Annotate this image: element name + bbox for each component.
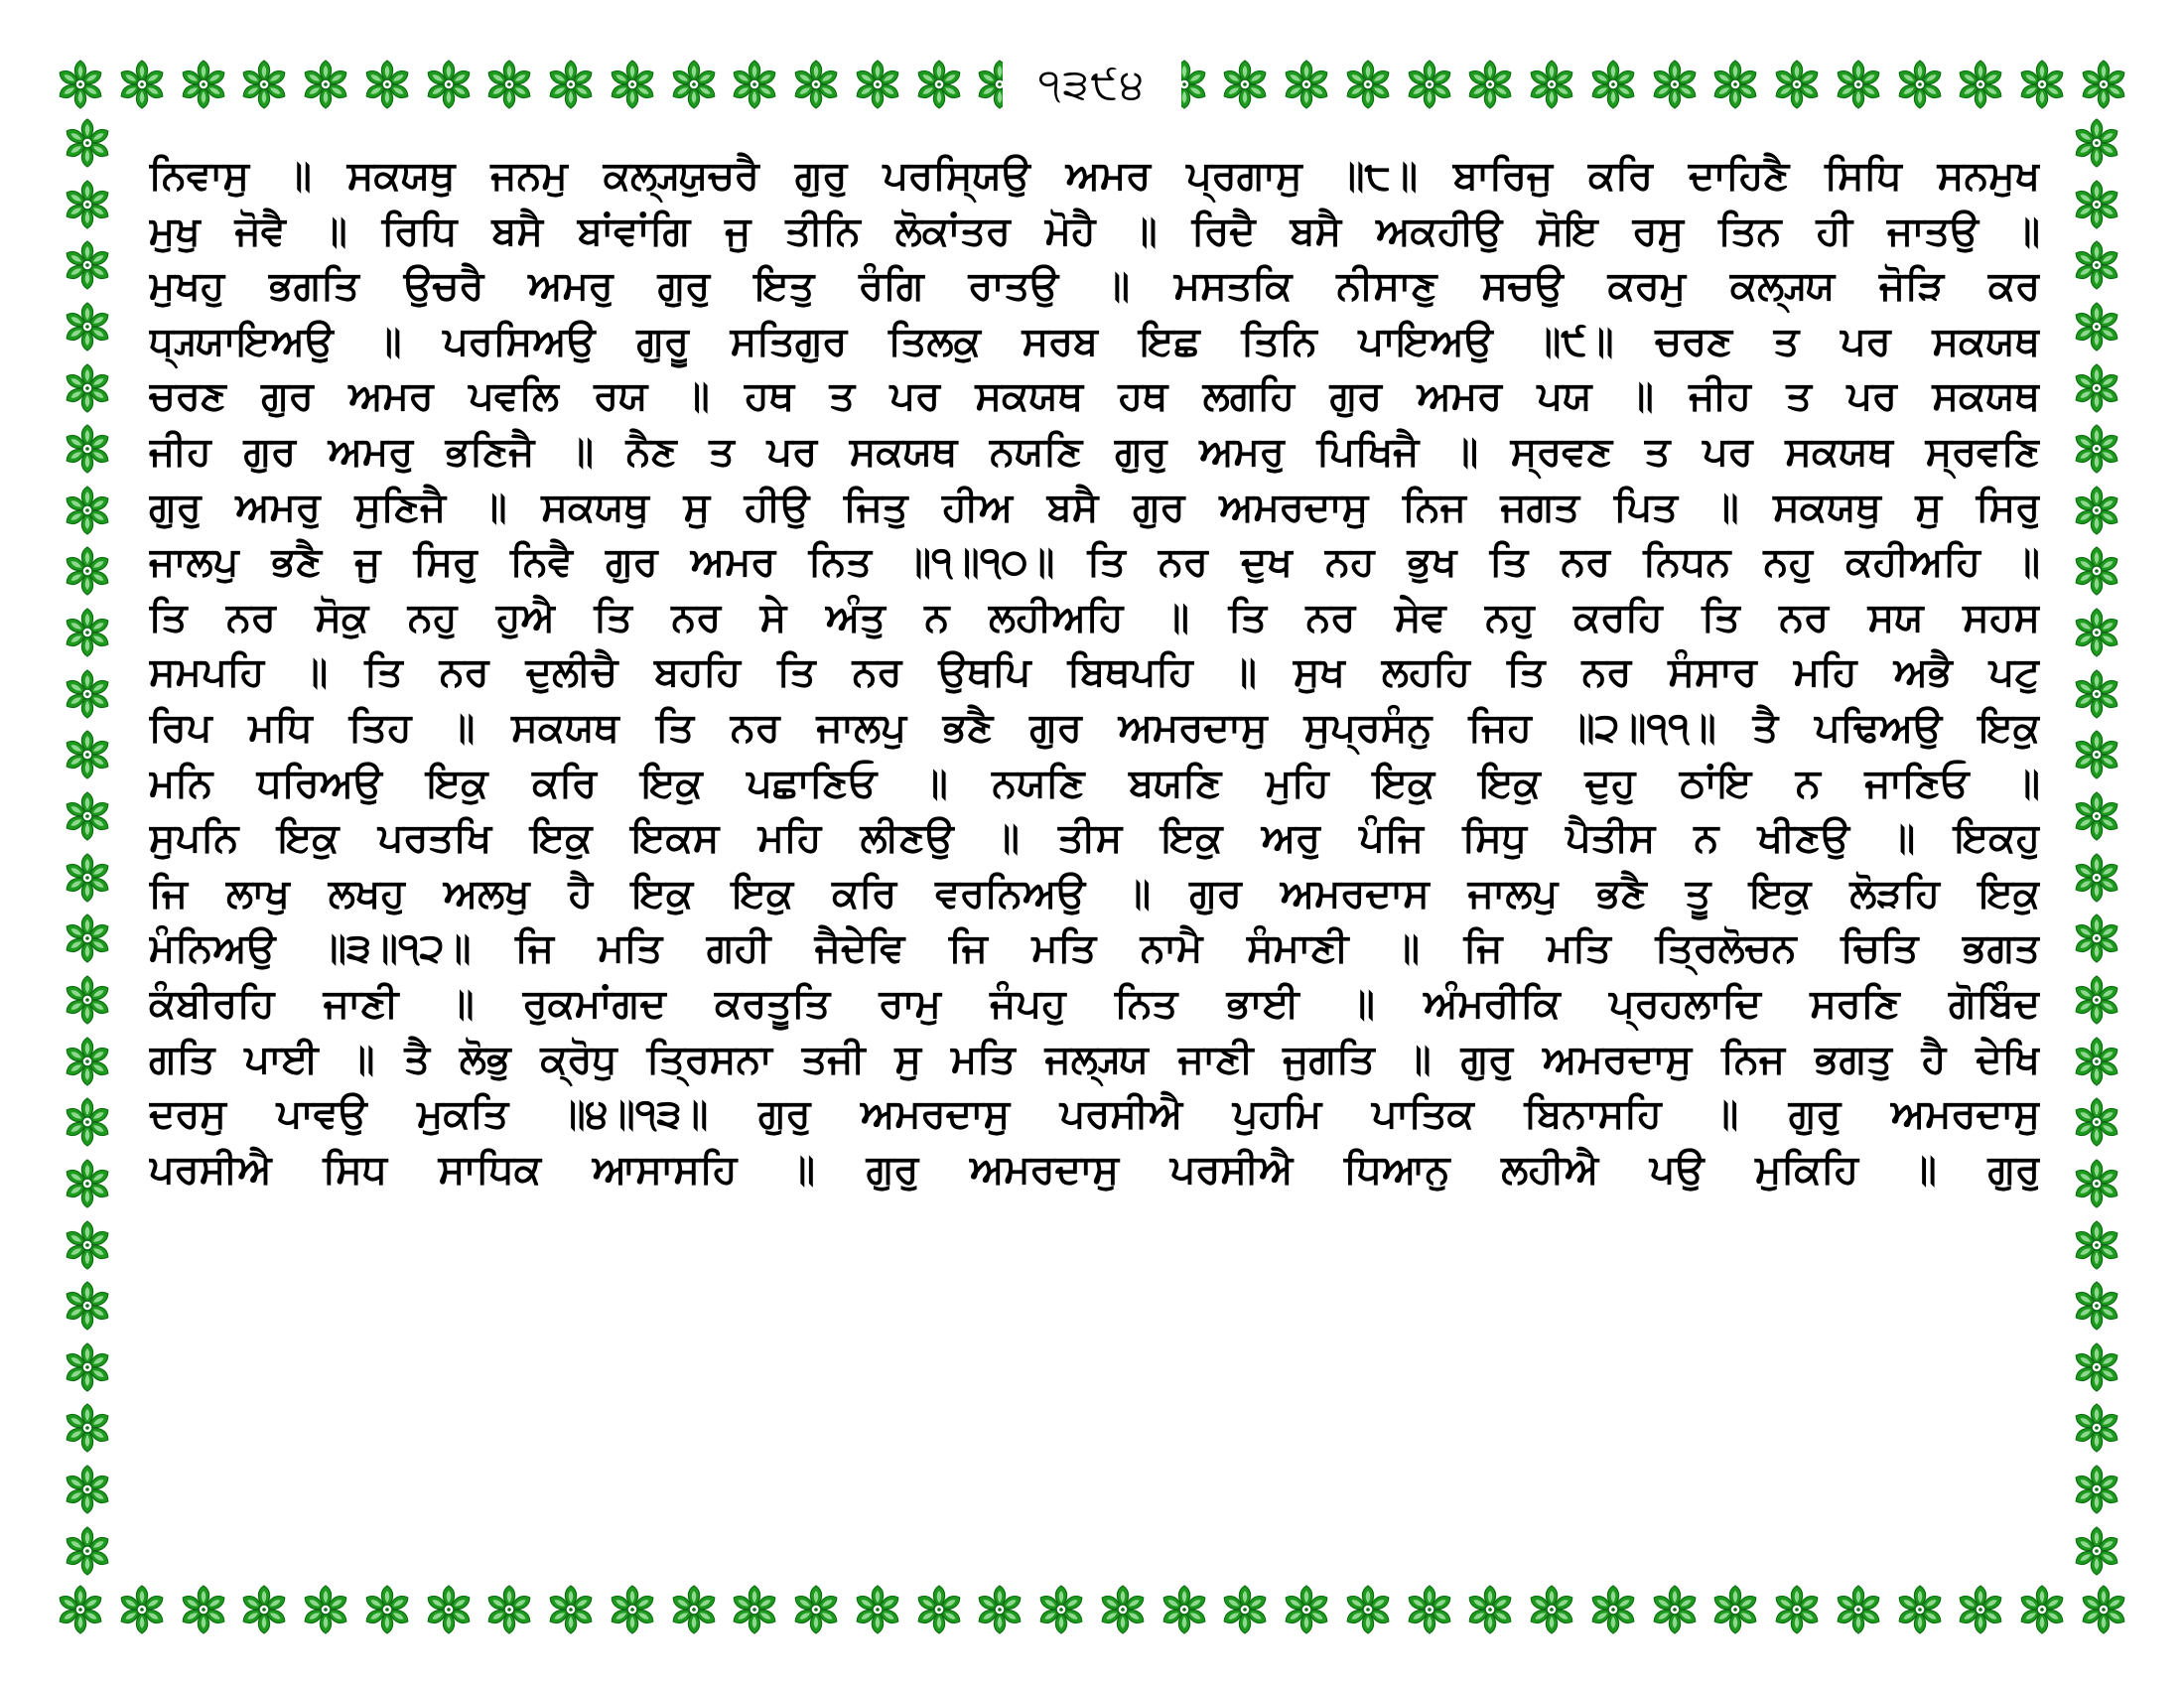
flower-icon [2071,485,2122,536]
flower-icon [62,545,113,597]
text-line: ਨਿਵਾਸੁ ॥ ਸਕਯਥੁ ਜਨਮੁ ਕਲ੍ਯ੍ਯੁਚਰੈ ਗੁਰੁ ਪਰਸਿ੍ਯਉ ਅਮਰ ਪ੍ਰਗਾਸੁ ॥੮॥ ਬਾਰਿਜੁ ਕਰਿ ਦਾਹਿਣੈ ਸਿਧਿ ਸਨਮੁਖ [149,153,2040,199]
flower-icon [2071,1158,2122,1209]
flower-icon [62,1219,113,1271]
flower-icon [1281,1584,1332,1635]
flower-icon [62,179,113,230]
floral-border-right [2064,117,2129,1577]
flower-icon [2071,1280,2122,1332]
flower-icon [2071,1402,2122,1454]
flower-icon [607,59,658,110]
text-line: ਜੀਹ ਗੁਰ ਅਮਰੁ ਭਣਿਜੈ ॥ ਨੈਣ ਤ ਪਰ ਸਕਯਥ ਨਯਣਿ ਗੁਰੁ ਅਮਰੁ ਪਿਖਿਜੈ ॥ ਸ੍ਰਵਣ ਤ ਪਰ ਸਕਯਥ ਸ੍ਰਵਣਿ [149,428,2040,475]
flower-icon [62,1280,113,1332]
flower-icon [2071,1464,2122,1515]
flower-icon [1526,59,1577,110]
text-line: ਰਿਪ ਮਧਿ ਤਿਹ ॥ ਸਕਯਥ ਤਿ ਨਰ ਜਾਲਪੁ ਭਣੈ ਗੁਰ ਅਮਰਦਾਸੁ ਸੁਪ੍ਰਸੰਨੁ ਜਿਹ ॥੨॥੧੧॥ ਤੈ ਪਢਿਅਉ ਇਕੁ [149,704,2040,751]
flower-icon [852,59,903,110]
text-line: ਤਿ ਨਰ ਸੋਕੁ ਨਹੁ ਹੁਐ ਤਿ ਨਰ ਸੇ ਅੰਤੁ ਨ ਲਹੀਅਹਿ ॥ ਤਿ ਨਰ ਸੇਵ ਨਹੁ ਕਰਹਿ ਤਿ ਨਰ ਸਯ ਸਹਸ [149,594,2040,640]
flower-icon [2071,1036,2122,1087]
text-line: ਸਮਪਹਿ ॥ ਤਿ ਨਰ ਦੁਲੀਚੈ ਬਹਹਿ ਤਿ ਨਰ ਉਥਪਿ ਬਿਥਪਹਿ ॥ ਸੁਖ ਲਹਹਿ ਤਿ ਨਰ ਸੰਸਾਰ ਮਹਿ ਅਭੈ ਪਟੁ [149,649,2040,696]
text-line: ਸੁਪਨਿ ਇਕੁ ਪਰਤਖਿ ਇਕੁ ਇਕਸ ਮਹਿ ਲੀਣਉ ॥ ਤੀਸ ਇਕੁ ਅਰੁ ਪੰਜਿ ਸਿਧੁ ਪੈਤੀਸ ਨ ਖੀਣਉ ॥ ਇਕਹੁ [149,815,2040,862]
flower-icon [62,1402,113,1454]
text-line: ਜਿ ਲਾਖੁ ਲਖਹੁ ਅਲਖੁ ਹੈ ਇਕੁ ਇਕੁ ਕਰਿ ਵਰਨਿਅਉ ॥ ਗੁਰ ਅਮਰਦਾਸ ਜਾਲਪੁ ਭਣੈ ਤੂ ਇਕੁ ਲੋੜਹਿ ਇਕੁ [149,870,2040,916]
flower-icon [1281,59,1332,110]
flower-icon [62,239,113,291]
page-number-box [1003,52,1181,117]
flower-icon [1035,1584,1087,1635]
flower-icon [729,59,780,110]
flower-icon [790,1584,842,1635]
flower-icon [1464,59,1516,110]
flower-icon [62,913,113,964]
flower-icon [62,790,113,842]
flower-icon [483,59,535,110]
text-line: ਗਤਿ ਪਾਈ ॥ ਤੈ ਲੋਭੁ ਕ੍ਰੋਧੁ ਤ੍ਰਿਸਨਾ ਤਜੀ ਸੁ ਮਤਿ ਜਲ੍ਯ੍ਯ ਜਾਣੀ ਜੁਗਤਿ ॥ ਗੁਰੁ ਅਮਰਦਾਸੁ ਨਿਜ ਭਗਤੁ ਹੈ ਦੇਖਿ [149,1036,2040,1082]
flower-col-right [2064,117,2129,1577]
flower-icon [55,59,106,110]
flower-icon [1587,59,1639,110]
page-number: ੧੩੯੪ [1037,60,1147,108]
flower-icon [2071,301,2122,352]
flower-icon [2071,729,2122,780]
flower-icon [116,1584,168,1635]
flower-icon [1526,1584,1577,1635]
flower-icon [178,1584,229,1635]
flower-icon [62,1525,113,1577]
flower-icon [1649,1584,1701,1635]
flower-icon [2078,1584,2129,1635]
flower-icon [790,59,842,110]
text-line: ਮਨਿ ਧਰਿਅਉ ਇਕੁ ਕਰਿ ਇਕੁ ਪਛਾਣਿਓ ॥ ਨਯਣਿ ਬਯਣਿ ਮੁਹਿ ਇਕੁ ਇਕੁ ਦੁਹੁ ਠਾਂਇ ਨ ਜਾਣਿਓ ॥ [149,760,2040,806]
text-line: ਧ੍ਯ੍ਯਾਇਅਉ ॥ ਪਰਸਿਅਉ ਗੁਰੂ ਸਤਿਗੁਰ ਤਿਲਕੁ ਸਰਬ ਇਛ ਤਿਨਿ ਪਾਇਅਉ ॥੯॥ ਚਰਣ ਤ ਪਰ ਸਕਯਥ [149,318,2040,364]
flower-icon [62,362,113,414]
flower-icon [1219,59,1271,110]
flower-icon [974,1584,1025,1635]
text-line: ਮੰਨਿਅਉ ॥੩॥੧੨॥ ਜਿ ਮਤਿ ਗਹੀ ਜੈਦੇਵਿ ਜਿ ਮਤਿ ਨਾਮੈ ਸੰਮਾਣੀ ॥ ਜਿ ਮਤਿ ਤ੍ਰਿਲੋਚਨ ਚਿਤਿ ਭਗਤ [149,925,2040,972]
text-line: ਦਰਸੁ ਪਾਵਉ ਮੁਕਤਿ ॥੪॥੧੩॥ ਗੁਰੁ ਅਮਰਦਾਸੁ ਪਰਸੀਐ ਪੁਹਮਿ ਪਾਤਿਕ ਬਿਨਾਸਹਿ ॥ ਗੁਰੁ ਅਮਰਦਾਸੁ [149,1091,2040,1138]
flower-icon [1771,1584,1823,1635]
flower-icon [361,59,413,110]
floral-border-left [55,117,120,1577]
flower-icon [55,1584,106,1635]
flower-icon [62,1464,113,1515]
flower-icon [2071,179,2122,230]
flower-icon [62,668,113,720]
flower-icon [238,1584,290,1635]
flower-icon [2071,1219,2122,1271]
flower-icon [423,1584,475,1635]
flower-icon [2071,607,2122,658]
flower-icon [300,59,351,110]
text-line: ਪਰਸੀਐ ਸਿਧ ਸਾਧਿਕ ਆਸਾਸਹਿ ॥ ਗੁਰੁ ਅਮਰਦਾਸੁ ਪਰਸੀਐ ਧਿਆਨੁ ਲਹੀਐ ਪਉ ਮੁਕਿਹਿ ॥ ਗੁਰੁ [149,1146,2040,1193]
flower-icon [2071,545,2122,597]
flower-icon [62,1341,113,1393]
flower-icon [178,59,229,110]
flower-icon [2071,362,2122,414]
flower-icon [2071,1525,2122,1577]
flower-icon [1097,1584,1149,1635]
flower-icon [1464,1584,1516,1635]
flower-icon [62,1096,113,1148]
flower-icon [62,485,113,536]
floral-border-bottom [55,1577,2129,1642]
text-line: ਜਾਲਪੁ ਭਣੈ ਜੁ ਸਿਰੁ ਨਿਵੈ ਗੁਰ ਅਮਰ ਨਿਤ ॥੧॥੧੦॥ ਤਿ ਨਰ ਦੁਖ ਨਹ ਭੁਖ ਤਿ ਨਰ ਨਿਧਨ ਨਹੁ ਕਹੀਅਹਿ ॥ [149,539,2040,586]
flower-icon [2071,974,2122,1026]
flower-icon [913,59,965,110]
flower-icon [62,852,113,904]
flower-col-left [55,117,120,1577]
flower-icon [1955,1584,2006,1635]
flower-icon [545,1584,597,1635]
flower-icon [1894,59,1946,110]
flower-icon [1771,59,1823,110]
flower-icon [2071,790,2122,842]
flower-icon [1894,1584,1946,1635]
flower-icon [361,1584,413,1635]
flower-icon [607,1584,658,1635]
flower-icon [300,1584,351,1635]
flower-icon [62,1036,113,1087]
flower-icon [62,729,113,780]
flower-icon [668,59,720,110]
flower-icon [1709,1584,1761,1635]
flower-icon [116,59,168,110]
flower-icon [913,1584,965,1635]
flower-icon [1955,59,2006,110]
flower-icon [1404,1584,1455,1635]
flower-icon [483,1584,535,1635]
flower-icon [2071,117,2122,169]
flower-icon [1833,59,1884,110]
flower-icon [2071,668,2122,720]
flower-icon [729,1584,780,1635]
flower-icon [62,974,113,1026]
flower-icon [2071,239,2122,291]
flower-icon [62,301,113,352]
text-line: ਕੰਬੀਰਹਿ ਜਾਣੀ ॥ ਰੁਕਮਾਂਗਦ ਕਰਤੂਤਿ ਰਾਮੁ ਜੰਪਹੁ ਨਿਤ ਭਾਈ ॥ ਅੰਮਰੀਕਿ ਪ੍ਰਹਲਾਦਿ ਸਰਣਿ ਗੋਬਿੰਦ [149,980,2040,1027]
flower-icon [1159,1584,1210,1635]
flower-icon [62,607,113,658]
flower-icon [62,423,113,475]
flower-icon [2071,1096,2122,1148]
flower-icon [852,1584,903,1635]
flower-row-bottom [55,1577,2129,1642]
flower-icon [62,1158,113,1209]
flower-icon [1342,59,1394,110]
text-line: ਚਰਣ ਗੁਰ ਅਮਰ ਪਵਲਿ ਰਯ ॥ ਹਥ ਤ ਪਰ ਸਕਯਥ ਹਥ ਲਗਹਿ ਗੁਰ ਅਮਰ ਪਯ ॥ ਜੀਹ ਤ ਪਰ ਸਕਯਥ [149,373,2040,420]
flower-icon [2016,59,2068,110]
flower-icon [2016,1584,2068,1635]
flower-icon [1404,59,1455,110]
flower-icon [2071,913,2122,964]
flower-icon [2071,852,2122,904]
flower-icon [1649,59,1701,110]
flower-icon [668,1584,720,1635]
flower-icon [423,59,475,110]
text-line: ਮੁਖਹੁ ਭਗਤਿ ਉਚਰੈ ਅਮਰੁ ਗੁਰੁ ਇਤੁ ਰੰਗਿ ਰਾਤਉ ॥ ਮਸਤਕਿ ਨੀਸਾਣੁ ਸਚਉ ਕਰਮੁ ਕਲ੍ਯ੍ਯ ਜੋੜਿ ਕਰ [149,263,2040,310]
flower-icon [2071,423,2122,475]
flower-icon [2071,1341,2122,1393]
flower-icon [1587,1584,1639,1635]
scripture-text [149,149,2040,1539]
text-line: ਗੁਰੁ ਅਮਰੁ ਸੁਣਿਜੈ ॥ ਸਕਯਥੁ ਸੁ ਹੀਉ ਜਿਤੁ ਹੀਅ ਬਸੈ ਗੁਰ ਅਮਰਦਾਸੁ ਨਿਜ ਜਗਤ ਪਿਤ ॥ ਸਕਯਥੁ ਸੁ ਸਿਰੁ [149,484,2040,530]
flower-icon [545,59,597,110]
flower-icon [1709,59,1761,110]
flower-icon [1219,1584,1271,1635]
flower-icon [1342,1584,1394,1635]
flower-icon [238,59,290,110]
flower-icon [62,117,113,169]
flower-icon [2078,59,2129,110]
text-line: ਮੁਖੁ ਜੋਵੈ ॥ ਰਿਧਿ ਬਸੈ ਬਾਂਵਾਂਗਿ ਜੁ ਤੀਨਿ ਲੋਕਾਂਤਰ ਮੋਹੈ ॥ ਰਿਦੈ ਬਸੈ ਅਕਹੀਉ ਸੋਇ ਰਸੁ ਤਿਨ ਹੀ ਜਾਤਉ ॥ [149,208,2040,254]
flower-icon [1833,1584,1884,1635]
